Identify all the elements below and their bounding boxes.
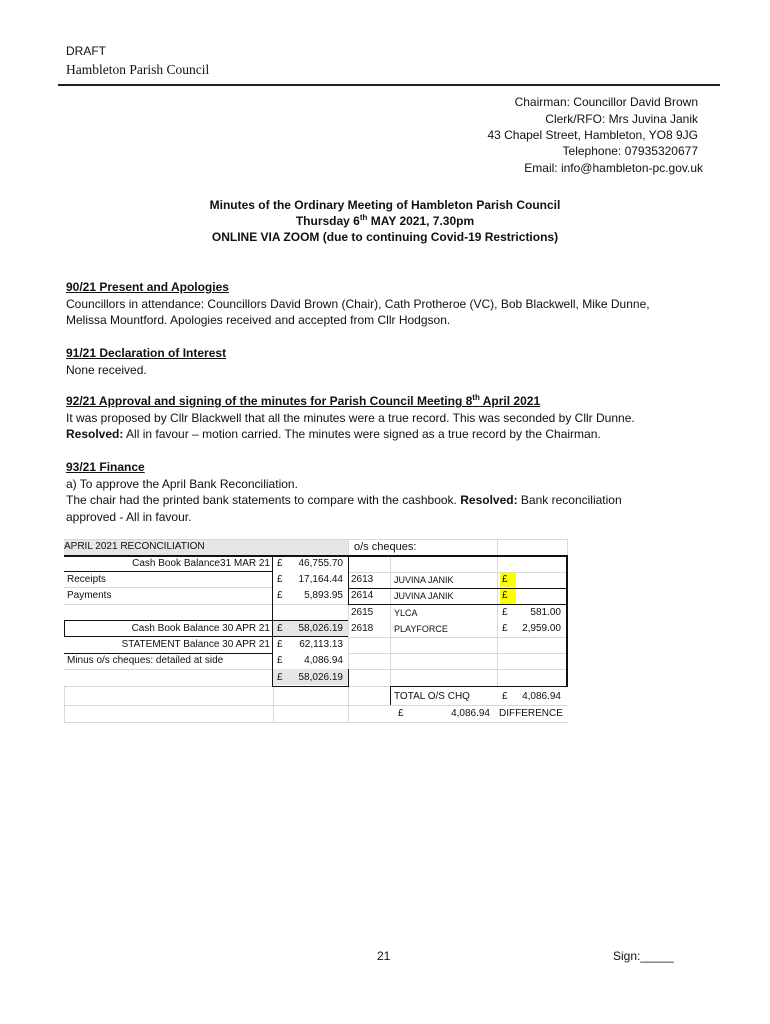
gridline — [348, 669, 568, 670]
gridline — [348, 539, 349, 555]
section-text: a) To approve the April Bank Reconciliation. — [66, 476, 298, 491]
stmt-label: STATEMENT Balance 30 APR 21 — [121, 639, 270, 650]
gridline — [390, 555, 391, 685]
gridline — [497, 539, 498, 555]
cheque-number: 2618 — [351, 623, 374, 634]
gridline — [348, 653, 568, 654]
cb-apr-amount: £ 58,026.19 — [277, 623, 343, 634]
gridline — [273, 686, 274, 722]
section-text: Melissa Mountford. Apologies received and accepted from Cllr Hodgson. — [66, 313, 451, 327]
border — [348, 555, 349, 604]
border — [566, 555, 568, 686]
meeting-date: Thursday 6th MAY 2021, 7.30pm — [295, 213, 475, 228]
cb-apr-label: Cash Book Balance 30 APR 21 — [131, 623, 270, 634]
council-name: Hambleton Parish Council — [66, 62, 210, 77]
gridline — [348, 637, 568, 638]
cheque-number: 2613 — [351, 574, 374, 585]
os-cheques-header: o/s cheques: — [354, 541, 417, 553]
gridline — [567, 539, 568, 555]
receipts-label: Receipts — [67, 574, 106, 585]
section-heading: 91/21 Declaration of Interest — [66, 346, 227, 360]
section-text: approved - All in favour. — [66, 509, 192, 524]
minus-os-amount: £ 4,086.94 — [277, 655, 343, 666]
minus-os-label: Minus o/s cheques: detailed at side — [67, 655, 224, 666]
meeting-title: Minutes of the Ordinary Meeting of Hambleton Parish Council — [209, 198, 561, 212]
contact-chairman: Chairman: Councillor David Brown — [514, 95, 698, 109]
section-text: Councillors in attendance: Councillors David Brown (Chair), Cath Protheroe (VC), Bob Blackwell, Mike Dunne, — [66, 296, 650, 311]
border — [390, 686, 391, 705]
page-number: 21 — [377, 949, 391, 963]
section-heading: 93/21 Finance — [66, 460, 145, 474]
meeting-location: ONLINE VIA ZOOM (due to continuing Covid-19 Restrictions) — [211, 230, 559, 244]
border — [348, 669, 349, 687]
receipts-amount: £ 17,164.44 — [277, 574, 343, 585]
total-os-label: TOTAL O/S CHQ — [394, 691, 470, 702]
cheque-amount: £ — [502, 574, 508, 585]
cheque-amount: £ 2,959.00 — [502, 623, 561, 634]
resolved-label: Resolved: — [460, 493, 518, 507]
reconciliation-title: APRIL 2021 RECONCILIATION — [64, 539, 348, 555]
cheque-number: 2614 — [351, 590, 374, 601]
resolved-label: Resolved: — [66, 427, 124, 441]
draft-label: DRAFT — [66, 44, 106, 58]
gridline — [64, 669, 273, 670]
section-text: The chair had the printed bank statements to compare with the cashbook. Resolved: Bank reconciliation — [66, 493, 622, 507]
section-91-21 — [66, 345, 716, 378]
section-text: None received. — [66, 362, 147, 377]
payments-label: Payments — [67, 590, 112, 601]
header-divider — [58, 84, 720, 86]
border — [390, 686, 568, 687]
border — [272, 686, 349, 687]
cb-mar-amount: £ 46,755.70 — [277, 558, 343, 569]
payments-amount: £ 5,893.95 — [277, 590, 343, 601]
section-text: Resolved: All in favour – motion carried. The minutes were signed as a true record by the Chairman. — [66, 427, 601, 441]
difference-label: DIFFERENCE — [499, 708, 563, 719]
section-heading: 90/21 Present and Apologies — [66, 280, 229, 294]
section-90-21 — [66, 279, 716, 329]
reconciliation-table — [64, 539, 568, 723]
result-amount: £ 58,026.19 — [277, 672, 343, 683]
contact-address: 43 Chapel Street, Hambleton, YO8 9JG — [487, 128, 698, 142]
cheque-payee: JUVINA JANIK — [394, 591, 454, 601]
cheque-payee: YLCA — [394, 608, 418, 618]
sign-label: Sign:_____ — [613, 949, 674, 963]
total-os-amount: £ 4,086.94 — [502, 691, 561, 702]
cheque-payee: PLAYFORCE — [394, 624, 448, 634]
stmt-amount: £ 62,113.13 — [277, 639, 343, 650]
contact-clerk: Clerk/RFO: Mrs Juvina Janik — [545, 112, 698, 126]
gridline — [64, 604, 348, 605]
section-92-21 — [66, 393, 716, 443]
gridline — [64, 722, 568, 723]
section-text: It was proposed by Cllr Blackwell that all the minutes were a true record. This was seconded by Cllr Dunne. — [66, 410, 635, 425]
gridline — [348, 604, 349, 722]
cheque-amount: £ 581.00 — [502, 607, 561, 618]
contact-telephone: Telephone: 07935320677 — [562, 144, 698, 158]
contact-email: Email: info@hambleton-pc.gov.uk — [524, 161, 703, 175]
gridline — [64, 686, 65, 722]
difference-amount: £ 4,086.94 — [398, 708, 490, 719]
border — [272, 669, 273, 687]
gridline — [497, 555, 498, 687]
cheque-payee: JUVINA JANIK — [394, 575, 454, 585]
cb-mar-label: Cash Book Balance31 MAR 21 — [132, 558, 270, 569]
section-heading: 92/21 Approval and signing of the minutes for Parish Council Meeting 8th April 2021 — [66, 393, 541, 408]
cheque-amount: £ — [502, 590, 508, 601]
section-93-21 — [66, 459, 716, 525]
cheque-number: 2615 — [351, 607, 374, 618]
